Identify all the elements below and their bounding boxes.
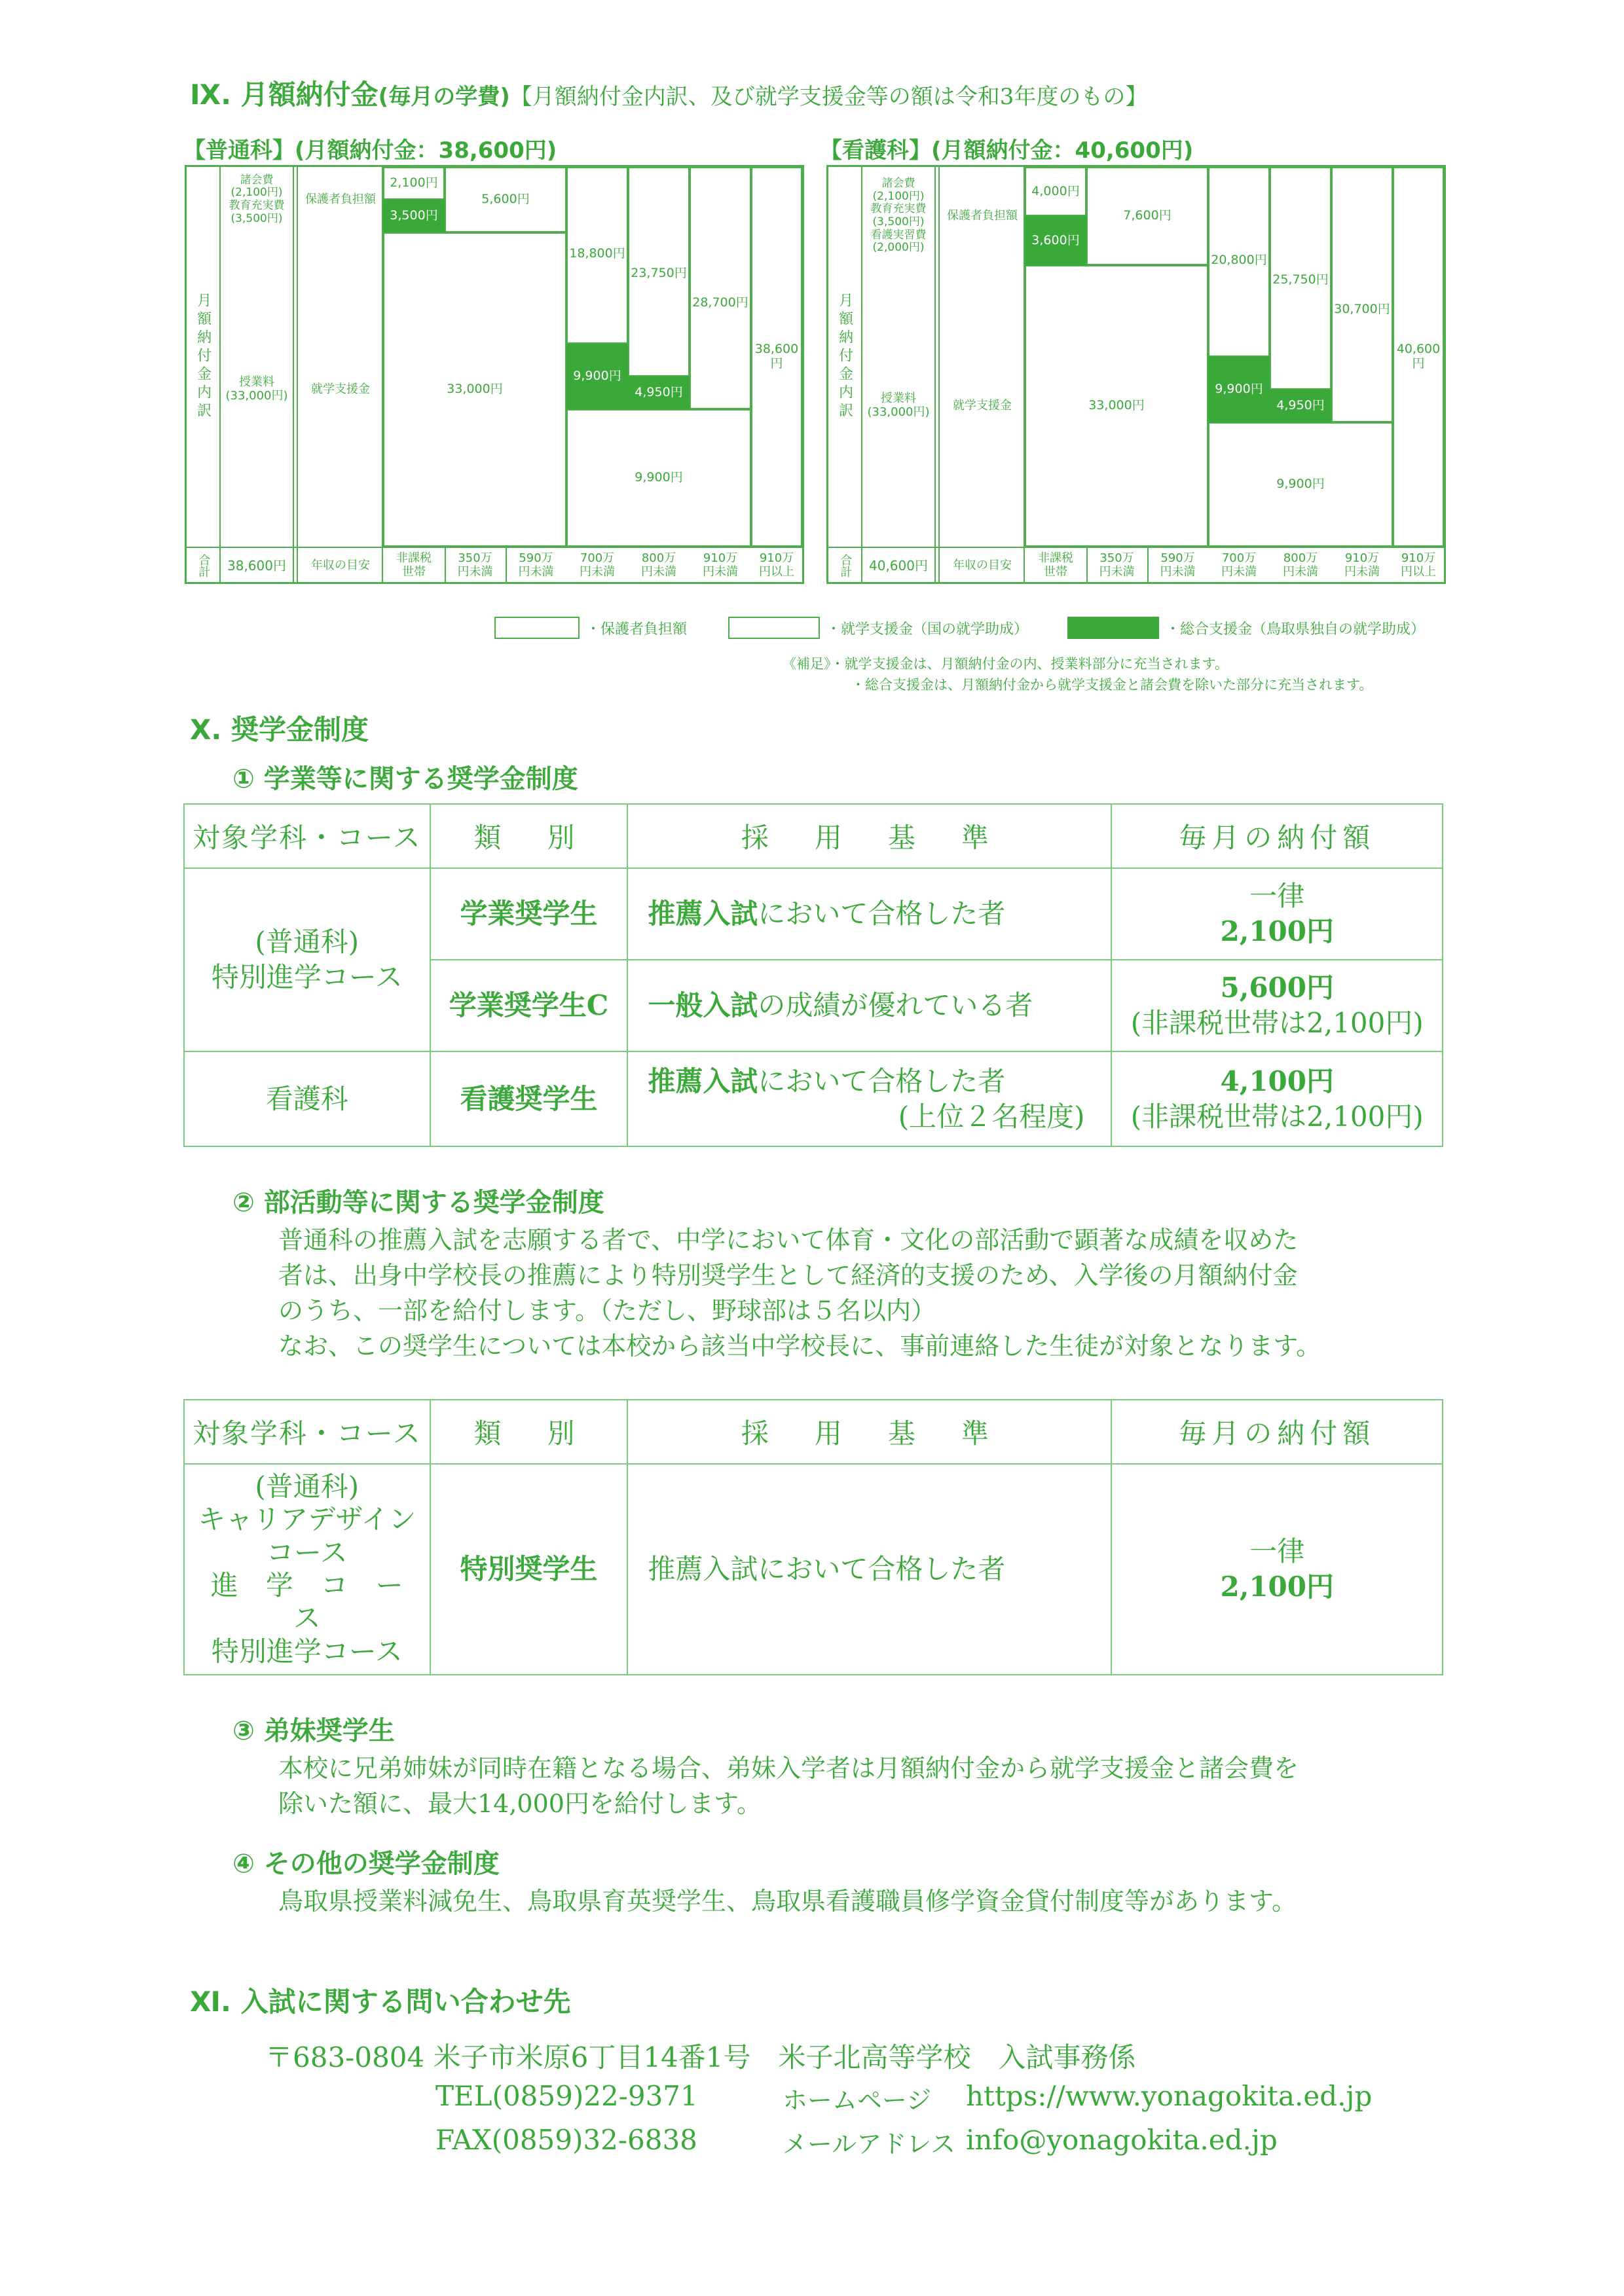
amount-line: 一律 <box>1249 880 1305 913</box>
nursing-pref-nontaxable: 3,600円 <box>1025 216 1086 265</box>
sibling-scholarship-paragraph <box>278 1751 1457 1822</box>
club-scholarship-table <box>183 1399 1443 1675</box>
header-amount: 毎月の納付額 <box>1111 804 1443 868</box>
nursing-fees-line: 看護実習費 <box>870 228 927 242</box>
general-income-5: 910万円未満 <box>703 551 738 579</box>
general-pref-b: 9,900円 <box>566 344 628 409</box>
general-fees-line: 諸会費 <box>240 173 274 187</box>
contact-mail-link[interactable]: info@yonagokita.ed.jp <box>966 2124 1278 2156</box>
section-9-title: Ⅸ. 月額納付金 <box>190 79 378 111</box>
general-income-1: 350万円未満 <box>457 551 493 579</box>
legend-gov-swatch <box>728 617 820 639</box>
amount-note: (非課税世帯は2,100円) <box>1130 1007 1424 1039</box>
target-line: 特別進学コース <box>211 961 403 993</box>
general-gov-a: 33,000円 <box>383 232 566 547</box>
nursing-parent-b: 20,800円 <box>1208 167 1270 357</box>
scholarship-sub-4: ④ その他の奨学金制度 <box>232 1849 500 1879</box>
paragraph-line: 除いた額に、最大14,000円を給付します。 <box>278 1789 762 1818</box>
general-parent-e: 38,600円 <box>751 167 802 547</box>
paragraph-line: のうち、一部を給付します。（ただし、野球部は５名以内） <box>278 1296 936 1325</box>
club-scholarship-paragraph <box>278 1223 1457 1364</box>
nursing-parent-c: 25,750円 <box>1270 167 1331 390</box>
general-income-2: 590万円未満 <box>518 551 554 579</box>
amount-value: 2,100円 <box>1220 915 1334 947</box>
general-gov-bcd: 9,900円 <box>566 409 751 547</box>
header-criteria: 採 用 基 準 <box>627 1400 1111 1464</box>
amount-cell <box>1111 868 1443 960</box>
general-total-label: 合計 <box>196 554 211 577</box>
general-parent-d: 28,700円 <box>690 167 751 409</box>
table-header-row <box>184 804 1443 868</box>
table-row <box>184 868 1443 960</box>
general-parent-nontaxable: 2,100円 <box>383 167 445 200</box>
amount-cell <box>1111 1464 1443 1675</box>
nursing-total-value: 40,600円 <box>869 557 928 574</box>
target-cell <box>184 1464 430 1675</box>
target-line: (普通科) <box>255 1470 360 1503</box>
paragraph-line: 普通科の推薦入試を志願する者で、中学において体育・文化の部活動で顕著な成績を収めた <box>278 1226 1299 1254</box>
section-10-title: Ⅹ. 奨学金制度 <box>190 714 369 746</box>
general-tuition-name: 授業料 <box>239 375 274 390</box>
general-col-a <box>445 167 566 232</box>
legend-gov-label: ・就学支援金（国の就学助成） <box>826 621 1029 638</box>
amount-cell <box>1111 960 1443 1051</box>
general-chart-header: 【普通科】(月額納付金：38,600円) <box>183 137 557 164</box>
header-target: 対象学科・コース <box>184 804 430 868</box>
general-pref-c: 4,950円 <box>628 376 690 409</box>
nursing-col-a <box>1086 167 1208 265</box>
nursing-parent-d: 30,700円 <box>1331 167 1393 422</box>
nursing-gov-bcd: 9,900円 <box>1208 422 1393 547</box>
nursing-col-e <box>1393 167 1444 547</box>
criteria-cell: 推薦入試において合格した者 <box>627 1464 1111 1675</box>
academic-scholarship-table <box>183 803 1443 1147</box>
target-line: キャリアデザイン <box>198 1503 416 1536</box>
criteria-bold: 一般入試 <box>648 989 758 1022</box>
amount-value: 4,100円 <box>1220 1065 1334 1097</box>
type-cell: 学業奨学生 <box>430 868 628 960</box>
criteria-note: (上位２名程度) <box>898 1100 1085 1133</box>
target-line: 進 学 コ ー ス <box>210 1569 431 1635</box>
nursing-chart-header: 【看護科】(月額納付金：40,600円) <box>820 137 1194 164</box>
section-9-subtitle: (毎月の学費) <box>378 84 510 110</box>
nursing-row-parent-label: 保護者負担額 <box>947 208 1018 223</box>
general-fees-label <box>221 167 293 232</box>
nursing-fees-line: 教育充実費 <box>870 202 927 216</box>
nursing-parent-nontaxable: 4,000円 <box>1025 167 1086 216</box>
target-line: 特別進学コース <box>211 1635 403 1667</box>
general-fee-chart <box>185 165 804 584</box>
nursing-parent-e: 40,600円 <box>1393 167 1444 547</box>
criteria-cell <box>627 1051 1111 1146</box>
nursing-fees-line: (3,500円) <box>872 215 925 228</box>
nursing-row-gov-label: 就学支援金 <box>953 398 1012 412</box>
general-parent-b: 18,800円 <box>566 167 628 344</box>
general-vertical-label: 月額納付金内訳 <box>194 293 212 421</box>
header-target: 対象学科・コース <box>184 1400 430 1464</box>
nursing-income-4: 800万円未満 <box>1283 551 1318 579</box>
criteria-rest: において合格した者 <box>758 1065 1006 1097</box>
criteria-rest: の成績が優れている者 <box>758 989 1033 1022</box>
header-amount: 毎月の納付額 <box>1111 1400 1443 1464</box>
target-cell: 看護科 <box>184 1051 430 1146</box>
nursing-income-3: 700万円未満 <box>1221 551 1257 579</box>
target-cell <box>184 868 430 1051</box>
table-row <box>184 1464 1443 1675</box>
general-col-e <box>751 167 802 547</box>
criteria-cell <box>627 868 1111 960</box>
nursing-income-0: 非課税世帯 <box>1038 551 1073 579</box>
general-row-gov-label: 就学支援金 <box>311 382 370 396</box>
amount-value: 5,600円 <box>1220 972 1334 1004</box>
general-income-label: 年収の目安 <box>311 558 370 572</box>
nursing-fees-line: 諸会費 <box>881 177 915 191</box>
contact-hp-link[interactable]: https://www.yonagokita.ed.jp <box>966 2080 1373 2112</box>
paragraph-line: 本校に兄弟姉妹が同時在籍となる場合、弟妹入学者は月額納付金から就学支援金と諸会費を <box>278 1754 1299 1783</box>
contact-fax: FAX(0859)32-6838 <box>435 2124 697 2156</box>
nursing-fees-label <box>862 167 934 265</box>
general-total-value: 38,600円 <box>227 557 286 574</box>
nursing-vertical-label: 月額納付金内訳 <box>836 293 853 421</box>
general-parent-c: 23,750円 <box>628 167 690 376</box>
nursing-tuition-name: 授業料 <box>881 392 916 406</box>
amount-note: (非課税世帯は2,100円) <box>1130 1100 1424 1133</box>
nursing-income-2: 590万円未満 <box>1160 551 1196 579</box>
nursing-total-label: 合計 <box>838 554 853 577</box>
amount-cell <box>1111 1051 1443 1146</box>
nursing-pref-c: 4,950円 <box>1270 390 1331 422</box>
nursing-fees-line: (2,000円) <box>872 241 925 255</box>
nursing-income-label: 年収の目安 <box>953 558 1012 572</box>
paragraph-line: 者は、出身中学校長の推薦により特別奨学生として経済的支援のため、入学後の月額納付金 <box>278 1260 1298 1290</box>
legend-parent-swatch <box>494 617 580 639</box>
nursing-tuition-value: (33,000円) <box>867 405 930 419</box>
header-criteria: 採 用 基 準 <box>627 804 1111 868</box>
paragraph-line: なお、この奨学生については本校から該当中学校長に、事前連絡した生徒が対象となります。 <box>278 1331 1321 1360</box>
nursing-income-6: 910万円以上 <box>1401 551 1436 579</box>
general-income-4: 800万円未満 <box>641 551 676 579</box>
general-row-parent-label: 保護者負担額 <box>305 192 376 206</box>
target-line: コース <box>266 1536 348 1569</box>
amount-value: 2,100円 <box>1220 1571 1334 1603</box>
contact-mail-label: メールアドレス <box>783 2130 956 2159</box>
contact-address: 〒683-0804 米子市米原6丁目14番1号 米子北高等学校 入試事務係 <box>265 2041 1136 2073</box>
general-parent-a: 5,600円 <box>445 167 566 232</box>
nursing-fee-chart <box>826 165 1446 584</box>
legend-pref-swatch <box>1067 617 1159 639</box>
criteria-bold: 推薦入試 <box>648 1065 758 1097</box>
table-header-row <box>184 1400 1443 1464</box>
type-cell: 看護奨学生 <box>430 1051 628 1146</box>
scholarship-sub-1: ① 学業等に関する奨学金制度 <box>232 764 578 794</box>
nursing-fees-line: (2,100円) <box>872 189 925 203</box>
nursing-pref-b: 9,900円 <box>1208 357 1270 422</box>
legend-note-2: ・総合支援金は、月額納付金から就学支援金と諸会費を除いた部分に充当されます。 <box>851 677 1373 693</box>
legend-pref-label: ・総合支援金（鳥取県独自の就学助成） <box>1166 621 1426 638</box>
legend-parent-label: ・保護者負担額 <box>586 621 688 638</box>
general-income-3: 700万円未満 <box>580 551 615 579</box>
table-row <box>184 1051 1443 1146</box>
general-income-6: 910万円以上 <box>759 551 794 579</box>
amount-line: 一律 <box>1249 1535 1305 1568</box>
header-type: 類 別 <box>430 804 628 868</box>
legend-note-1: 《補足》・就学支援金は、月額納付金の内、授業料部分に充当されます。 <box>783 656 1228 672</box>
header-type: 類 別 <box>430 1400 628 1464</box>
section-9-note: 【月額納付金内訳、及び就学支援金等の額は令和3年度のもの】 <box>509 84 1148 110</box>
nursing-parent-a: 7,600円 <box>1086 167 1208 265</box>
other-scholarship-paragraph: 鳥取県授業料減免生、鳥取県育英奨学生、鳥取県看護職員修学資金貸付制度等があります。 <box>278 1887 1297 1916</box>
general-tuition-value: (33,000円) <box>225 389 288 403</box>
general-fees-line: (2,100円) <box>231 186 283 200</box>
general-fees-line: (3,500円) <box>231 211 283 225</box>
section-9-heading <box>190 73 1147 113</box>
scholarship-sub-2: ② 部活動等に関する奨学金制度 <box>232 1188 604 1218</box>
criteria-rest: において合格した者 <box>758 898 1006 930</box>
criteria-cell <box>627 960 1111 1051</box>
nursing-income-5: 910万円未満 <box>1344 551 1380 579</box>
general-income-0: 非課税世帯 <box>396 551 432 579</box>
general-fees-line: 教育充実費 <box>229 199 285 212</box>
nursing-tuition-label <box>862 265 934 547</box>
section-11-title: Ⅺ. 入試に関する問い合わせ先 <box>190 1986 571 2018</box>
contact-hp-label: ホームページ <box>783 2086 932 2115</box>
general-tuition-label <box>221 232 293 547</box>
nursing-gov-a: 33,000円 <box>1025 265 1208 547</box>
criteria-bold: 推薦入試 <box>648 898 758 930</box>
type-cell: 学業奨学生C <box>430 960 628 1051</box>
scholarship-sub-3: ③ 弟妹奨学生 <box>232 1716 395 1746</box>
general-pref-nontaxable: 3,500円 <box>383 200 445 232</box>
target-line: (普通科) <box>255 926 360 958</box>
contact-tel: TEL(0859)22-9371 <box>435 2080 698 2112</box>
type-cell: 特別奨学生 <box>430 1464 628 1675</box>
nursing-income-1: 350万円未満 <box>1099 551 1135 579</box>
